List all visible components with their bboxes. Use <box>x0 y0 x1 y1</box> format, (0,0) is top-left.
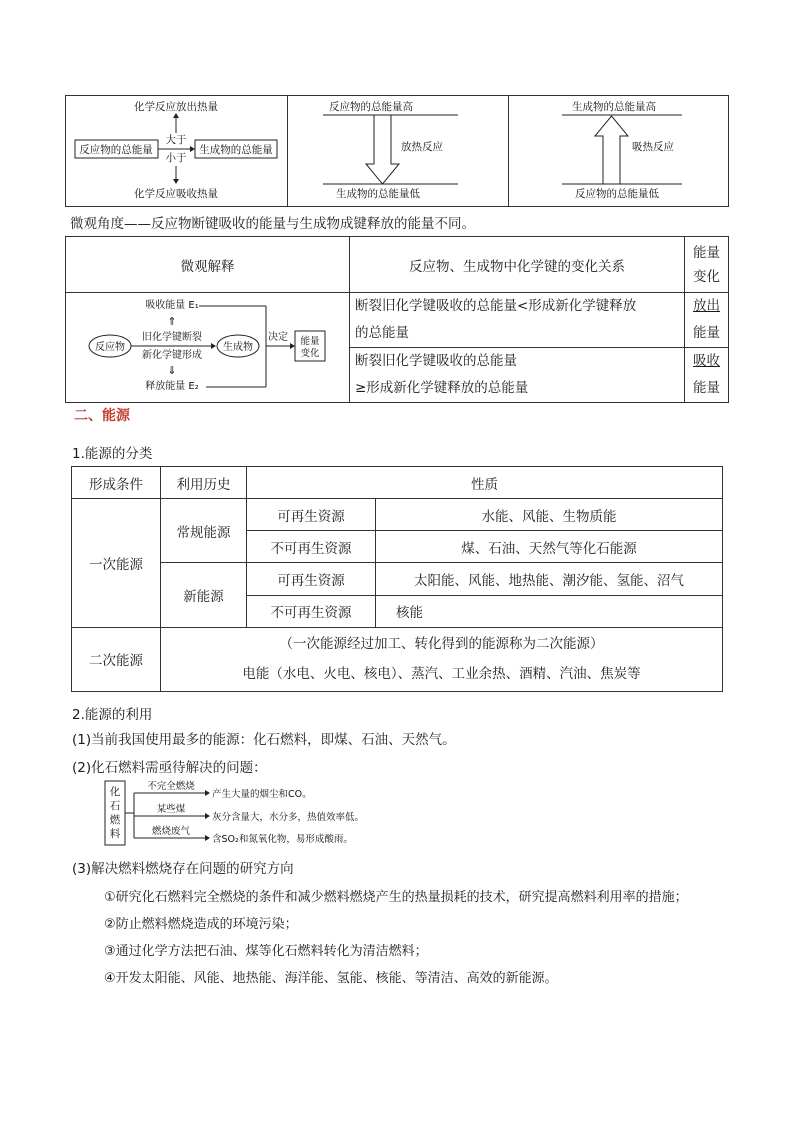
product-total-energy-box: 生成物的总能量 <box>199 144 273 156</box>
bond-energy-diagram <box>66 294 348 402</box>
svg-text:能量: 能量 <box>300 335 320 347</box>
svg-text:大于: 大于 <box>165 134 187 146</box>
svg-text:生成物: 生成物 <box>223 341 253 353</box>
direction-2: ②防止燃料燃烧造成的环境污染； <box>104 917 298 932</box>
svg-text:某些煤: 某些煤 <box>156 804 186 815</box>
reactant-total-energy-box: 反应物的总能量 <box>79 144 153 156</box>
micro-caption: 微观角度——反应物断键吸收的能量与生成物成键释放的能量不同。 <box>70 216 475 232</box>
svg-text:旧化学键断裂: 旧化学键断裂 <box>142 331 202 343</box>
svg-text:燃烧废气: 燃烧废气 <box>151 826 191 837</box>
svg-text:料: 料 <box>109 828 121 840</box>
svg-text:⇓: ⇓ <box>167 363 177 377</box>
relation-row-release: 断裂旧化学键吸收的总能量<形成新化学键释放 的总能量 <box>350 293 685 348</box>
down-arrow-icon <box>366 115 399 184</box>
direction-4: ④开发太阳能、风能、地热能、海洋能、氢能、核能、等清洁、高效的新能源。 <box>104 971 558 986</box>
energy-diagram-panel <box>65 95 729 207</box>
svg-text:反应物的总能量低: 反应物的总能量低 <box>575 188 659 200</box>
absorb-heat-text: 化学反应吸收热量 <box>134 188 218 200</box>
svg-text:吸收能量 E₁: 吸收能量 E₁ <box>145 299 199 311</box>
subheading-usage: 2.能源的利用 <box>72 707 153 723</box>
change-release: 放出 能量 <box>685 293 729 348</box>
direction-3: ③通过化学方法把石油、煤等化石燃料转化为清洁燃料； <box>104 944 428 959</box>
up-arrow-icon <box>595 116 628 184</box>
svg-text:反应物的总能量高: 反应物的总能量高 <box>329 101 413 113</box>
svg-text:不完全燃烧: 不完全燃烧 <box>147 781 195 792</box>
header-micro: 微观解释 <box>66 237 350 293</box>
svg-text:变化: 变化 <box>300 347 320 359</box>
svg-text:小于: 小于 <box>165 152 187 164</box>
svg-text:吸热反应: 吸热反应 <box>632 141 674 153</box>
energy-classification-table: 形成条件 利用历史 性质 一次能源 常规能源 可再生资源 水能、风能、生物质能 不可再生资源 煤、石油、天然气等化石能源 新能源 可再生资源 太阳能、风能、地热能、潮汐能、氢能、沼气 不可再生资源 核能 二次能源 （一次能源经过加工、转化得到的能源称为二次能源） 电能（水电、火电、核电）、蒸汽、工业余热、酒精、汽油、焦炭等 <box>71 466 723 692</box>
svg-text:灰分含量大，水分多，热值效率低。: 灰分含量大，水分多，热值效率低。 <box>212 812 365 823</box>
fossil-fuel-problem-diagram <box>104 778 384 848</box>
svg-text:生成物的总能量高: 生成物的总能量高 <box>572 101 656 113</box>
relation-row-absorb: 断裂旧化学键吸收的总能量 ≥形成新化学键释放的总能量 <box>350 348 685 403</box>
usage-item-3: (3)解决燃料燃烧存在问题的研究方向 <box>72 861 294 877</box>
usage-item-1: (1)当前我国使用最多的能源：化石燃料，即煤、石油、天然气。 <box>72 732 456 748</box>
svg-text:反应物: 反应物 <box>95 341 125 353</box>
exothermic-diagram <box>288 96 508 206</box>
svg-text:产生大量的烟尘和CO。: 产生大量的烟尘和CO。 <box>212 789 312 800</box>
header-relation: 反应物、生成物中化学键的变化关系 <box>350 237 685 293</box>
svg-text:化: 化 <box>109 786 121 798</box>
svg-text:含SO₂和氮氧化物，易形成酸雨。: 含SO₂和氮氧化物，易形成酸雨。 <box>212 834 353 845</box>
svg-text:生成物的总能量低: 生成物的总能量低 <box>336 188 420 200</box>
svg-text:新化学键形成: 新化学键形成 <box>142 349 202 361</box>
svg-text:⇑: ⇑ <box>167 314 177 328</box>
micro-explanation-table: 微观解释 反应物、生成物中化学键的变化关系 能量 变化 吸收能量 E₁ ⇑ 反应物 旧化学键断裂 新化学键形成 生成物 ⇓ 释放能量 E₂ 决定 能量 变化 断裂旧化学键吸收的总能量<形成新化学键释放 的总能量 放出 能量 断裂旧化学键吸收的总能量 ≥形成新化学键释放的总能量 吸收 能量 <box>65 236 729 403</box>
direction-1: ①研究化石燃料完全燃烧的条件和减少燃料燃烧产生的热量损耗的技术，研究提高燃料利用率的措施； <box>104 890 688 905</box>
svg-text:燃: 燃 <box>109 814 121 826</box>
subheading-classification: 1.能源的分类 <box>72 446 153 462</box>
svg-text:释放能量 E₂: 释放能量 E₂ <box>145 380 199 392</box>
svg-text:石: 石 <box>109 800 121 812</box>
usage-item-2: (2)化石燃料需亟待解决的问题： <box>72 760 267 776</box>
research-directions <box>104 884 722 992</box>
section-title: 二、能源 <box>74 408 130 424</box>
svg-text:决定: 决定 <box>268 331 288 343</box>
svg-text:放热反应: 放热反应 <box>401 141 443 153</box>
release-heat-text: 化学反应放出热量 <box>134 101 218 113</box>
change-absorb: 吸收 能量 <box>685 348 729 403</box>
endothermic-diagram <box>509 96 730 206</box>
energy-compare-diagram <box>66 96 287 206</box>
